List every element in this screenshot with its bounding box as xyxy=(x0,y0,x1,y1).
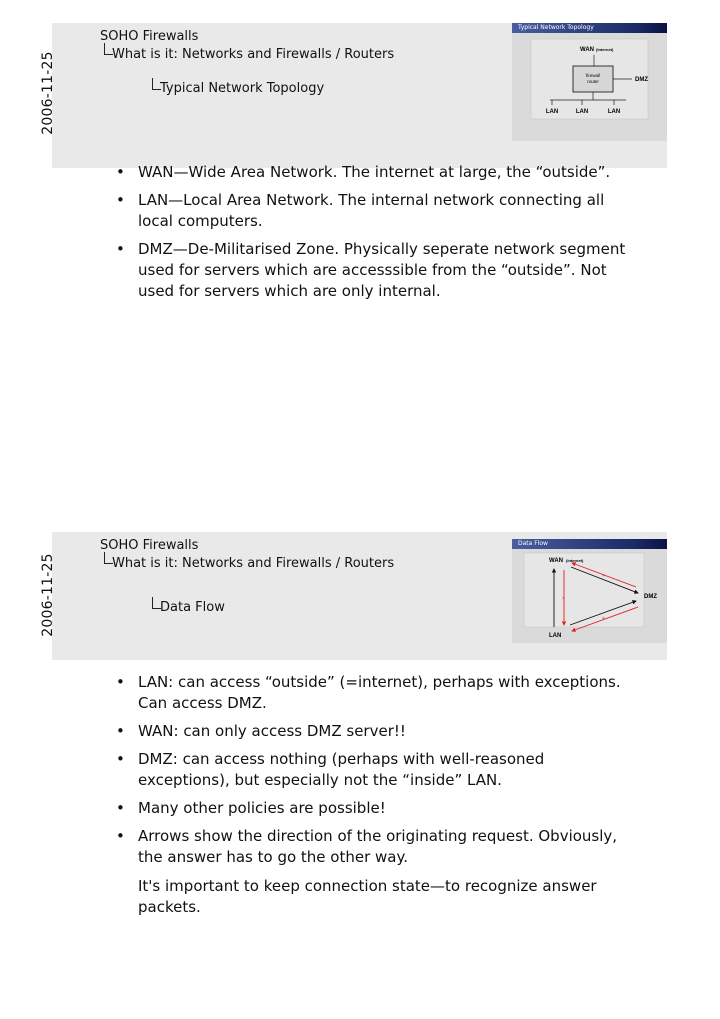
slide-thumbnail xyxy=(512,23,667,141)
section-title: SOHO Firewalls xyxy=(100,538,199,553)
router-label: router xyxy=(587,79,599,84)
bullet-item: • WAN—Wide Area Network. The internet at large, the “outside”. xyxy=(116,162,636,183)
slide-header xyxy=(40,23,667,168)
bullet-list xyxy=(116,672,636,925)
bullet-item: • LAN—Local Area Network. The internal network connecting all local computers. xyxy=(116,190,636,232)
slide-date: 2006-11-25 xyxy=(40,553,56,637)
handout-page-2 xyxy=(0,509,720,1018)
bullet-text: Arrows show the direction of the originating request. Obviously, the answer has to go the other way. xyxy=(138,827,618,866)
lan-label: LAN xyxy=(545,109,559,115)
data-flow-diagram xyxy=(512,549,667,643)
lan-label: LAN xyxy=(607,109,621,115)
dmz-label: DMZ xyxy=(635,77,648,83)
bullet-item: • Many other policies are possible! xyxy=(116,798,636,819)
internet-label: (Internet) xyxy=(566,558,584,563)
block-mark: × xyxy=(562,596,565,602)
thumbnail-title: Typical Network Topology xyxy=(512,23,667,33)
bullet-item: • DMZ—De-Militarised Zone. Physically seperate network segment used for servers which are accesssible from the “outside”. Not used for servers which are only internal. xyxy=(116,239,636,302)
topology-diagram xyxy=(512,33,667,141)
slide-header xyxy=(40,532,667,660)
bullet-item xyxy=(116,826,636,918)
bullet-item: • DMZ: can access nothing (perhaps with well-reasoned exceptions), but especially not the “inside” LAN. xyxy=(116,749,636,791)
lan-label: LAN xyxy=(575,109,589,115)
subsubsection-title: Data Flow xyxy=(160,600,225,615)
bullet-list xyxy=(116,162,636,309)
section-title: SOHO Firewalls xyxy=(100,29,199,44)
firewall-label: firewall xyxy=(585,73,601,78)
wan-label: WAN xyxy=(549,558,563,564)
thumbnail-title: Data Flow xyxy=(512,539,667,549)
slide-date: 2006-11-25 xyxy=(40,51,56,135)
bullet-item: • WAN: can only access DMZ server!! xyxy=(116,721,636,742)
lan-label: LAN xyxy=(549,633,562,639)
block-mark: × xyxy=(602,616,605,622)
slide-thumbnail xyxy=(512,539,667,643)
block-mark: × xyxy=(602,573,605,579)
wan-label: WAN xyxy=(580,47,594,53)
bullet-continuation: It's important to keep connection state—to recognize answer packets. xyxy=(138,877,597,916)
internet-label: (Internet) xyxy=(596,47,614,52)
subsection-title: What is it: Networks and Firewalls / Routers xyxy=(112,556,395,571)
handout-page-1 xyxy=(0,0,720,509)
dmz-label: DMZ xyxy=(644,594,657,600)
subsubsection-title: Typical Network Topology xyxy=(160,81,325,96)
subsection-title: What is it: Networks and Firewalls / Routers xyxy=(112,47,395,62)
bullet-item: • LAN: can access “outside” (=internet), perhaps with exceptions. Can access DMZ. xyxy=(116,672,636,714)
